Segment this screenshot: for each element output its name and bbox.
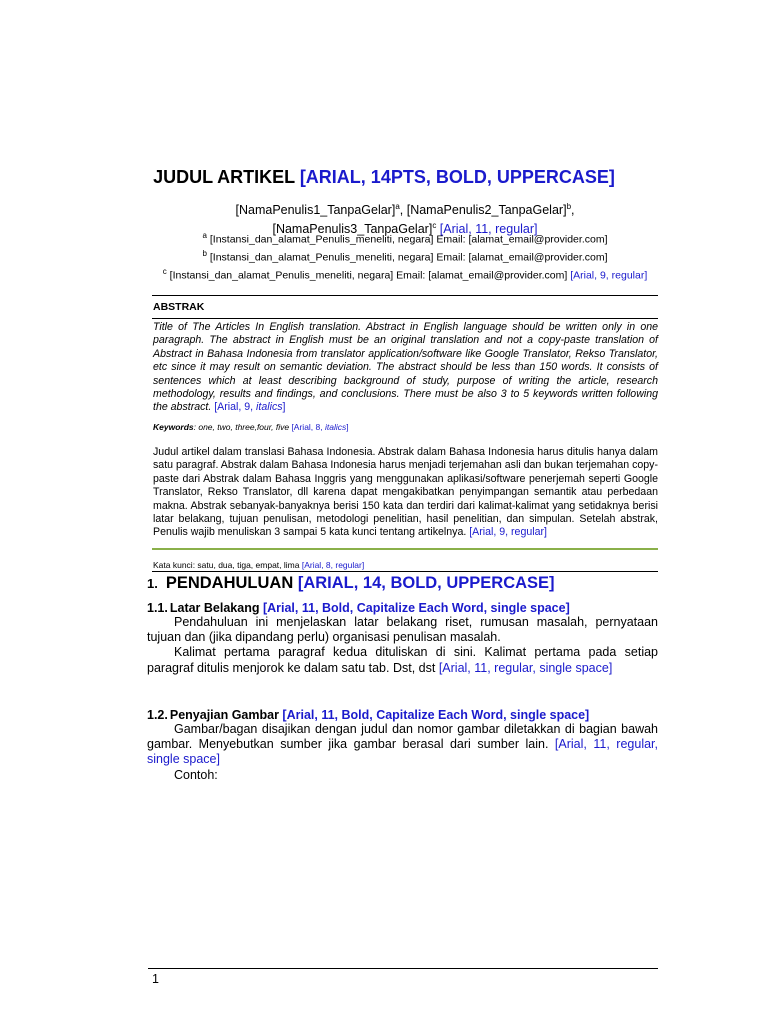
author-3-sup: c [432,221,437,231]
affiliation-list [150,229,660,283]
penyajian-gambar-body [147,722,658,783]
author-1-sup: a [395,202,400,211]
abstract-top-rule [152,295,658,296]
author-2-sup: b [566,202,572,211]
keywords-english-format-note [289,422,349,432]
affiliation-b [150,247,660,265]
author-separator: , [399,203,407,218]
keywords-indonesian [153,560,364,570]
section-format-note: [ARIAL, 14, BOLD, UPPERCASE] [297,574,555,592]
affiliation-a-text: [Instansi_dan_alamat_Penulis_meneliti, negara] Email: [alamat_email@provider.com] [206,233,608,246]
latar-belakang-body [147,615,658,676]
keywords-english [153,422,349,432]
footer-rule [148,968,658,969]
affiliation-c-sup: c [162,267,167,276]
paragraph-format-note: [Arial, 11, regular, single space] [438,660,613,675]
paragraph-text: Kalimat pertama paragraf kedua dituliskan di sini. Kalimat pertama pada setiap paragraf ditulis menjorok ke dalam satu tab. Dst, dst [147,645,658,675]
abstract-indonesian-format-note: [Arial, 9, regular] [466,526,547,539]
author-separator: , [571,203,575,218]
keywords-english-label: Keywords [153,422,194,432]
article-title [0,165,768,189]
paragraph-format-note: [Arial, 11, regular, single space] [147,737,658,767]
article-title-text: JUDUL ARTIKEL [153,167,300,187]
abstract-english-format-note [211,401,285,413]
keywords-english-text: : one, two, three,four, five [193,422,290,432]
affiliation-format-note: [Arial, 9, regular] [567,269,648,282]
subsection-format-note: [Arial, 11, Bold, Capitalize Each Word, single space] [282,708,590,722]
paragraph-text: Contoh: [174,767,218,782]
affiliation-c [150,265,660,283]
abstract-green-rule [152,548,658,550]
keywords-indonesian-format-note: [Arial, 8, regular] [299,560,365,570]
note-part: [Arial, 9, [211,401,257,414]
note-part: ] [346,422,349,432]
paragraph-text: Gambar/bagan disajikan dengan judul dan nomor gambar diletakkan di bagian bawah gambar. Menyebutkan sumber jika gambar berasal dari sumber lain. [147,722,658,752]
paragraph [147,768,658,783]
note-part: [Arial, 8, [289,422,325,432]
affiliation-a-sup: a [202,231,207,240]
abstract-bottom-rule [152,571,658,572]
abstract-heading-rule [152,318,658,319]
abstract-english [153,321,658,415]
paragraph [147,722,658,768]
subsection-number: 1.1. [147,601,168,615]
note-part: ] [282,401,286,414]
paragraph-text: Pendahuluan ini menjelaskan latar belakang riset, rumusan masalah, pernyataan tujuan dan (jika dipandang perlu) organisasi penulisan masalah. [147,615,658,645]
abstract-indonesian-text: Judul artikel dalam translasi Bahasa Indonesia. Abstrak dalam Bahasa Indonesia harus ditulis hanya dalam satu paragraf. Abstrak dalam Bahasa Indonesia harus menjadi terjemahan asli dan bukan terjemahan copy-paste dari Abstrak dalam Bahasa Inggris yang menggunakan aplikasi/software penerjemah seperti Google Translator, Rekso Translator, dll karena dapat mengakibatkan penyimpangan semantik atau perbedaan makna. Abstrak sebanyak-banyaknya berisi 150 kata dan terdiri dari kalimat-kalimat yang setidaknya berisi latar belakang, tujuan penulisan, metodologi penelitian, hasil penelitian, dan simpulan. Setelah abstrak, Penulis wajib menuliskan 3 sampai 5 kata kunci tentang artikelnya. [153,446,658,539]
author-2: [NamaPenulis2_TanpaGelar] [406,203,567,218]
subsection-heading-latar-belakang [147,600,570,616]
section-heading-text: PENDAHULUAN [165,574,298,592]
section-heading-pendahuluan [147,573,555,594]
note-italic-part: italics [256,401,283,414]
affiliation-b-text: [Instansi_dan_alamat_Penulis_meneliti, negara] Email: [alamat_email@provider.com] [206,251,608,264]
author-format-note: [Arial, 11, regular] [436,222,538,237]
subsection-heading-penyajian-gambar [147,707,589,723]
abstract-heading: ABSTRAK [153,301,205,313]
affiliation-c-text: [Instansi_dan_alamat_Penulis_meneliti, negara] Email: [alamat_email@provider.com] [166,269,568,282]
author-3: [NamaPenulis3_TanpaGelar] [272,222,433,237]
paragraph [147,645,658,675]
subsection-heading-text: Penyajian Gambar [169,708,283,722]
note-italic-part: italics [324,422,347,432]
author-1: [NamaPenulis1_TanpaGelar] [235,203,396,218]
affiliation-b-sup: b [202,249,207,258]
subsection-heading-text: Latar Belakang [169,601,263,615]
subsection-number: 1.2. [147,708,168,722]
article-title-format-note: [ARIAL, 14PTS, BOLD, UPPERCASE] [299,167,615,187]
abstract-indonesian [153,446,658,540]
abstract-english-text: Title of The Articles In English translation. Abstract in English language should be written only in one paragraph. The abstract in English must be an original translation and not a copy-paste translation of Abstract in Bahasa Indonesia from translator application/software like Google Translator, Rekso Translator, etc since it may result on semantic deviation. The abstract should be less than 150 words. It consists of sentences which at least describing background of study, purpose of writing the article, research methodology, results and findings, and conclusions. There must be also 3 to 5 keywords written following the abstract. [153,321,658,414]
section-number: 1. [147,576,158,591]
affiliation-a [150,229,660,247]
subsection-format-note: [Arial, 11, Bold, Capitalize Each Word, single space] [262,601,570,615]
page-number: 1 [152,972,159,986]
paragraph [147,615,658,645]
keywords-indonesian-text: Kata kunci: satu, dua, tiga, empat, lima [153,560,300,570]
